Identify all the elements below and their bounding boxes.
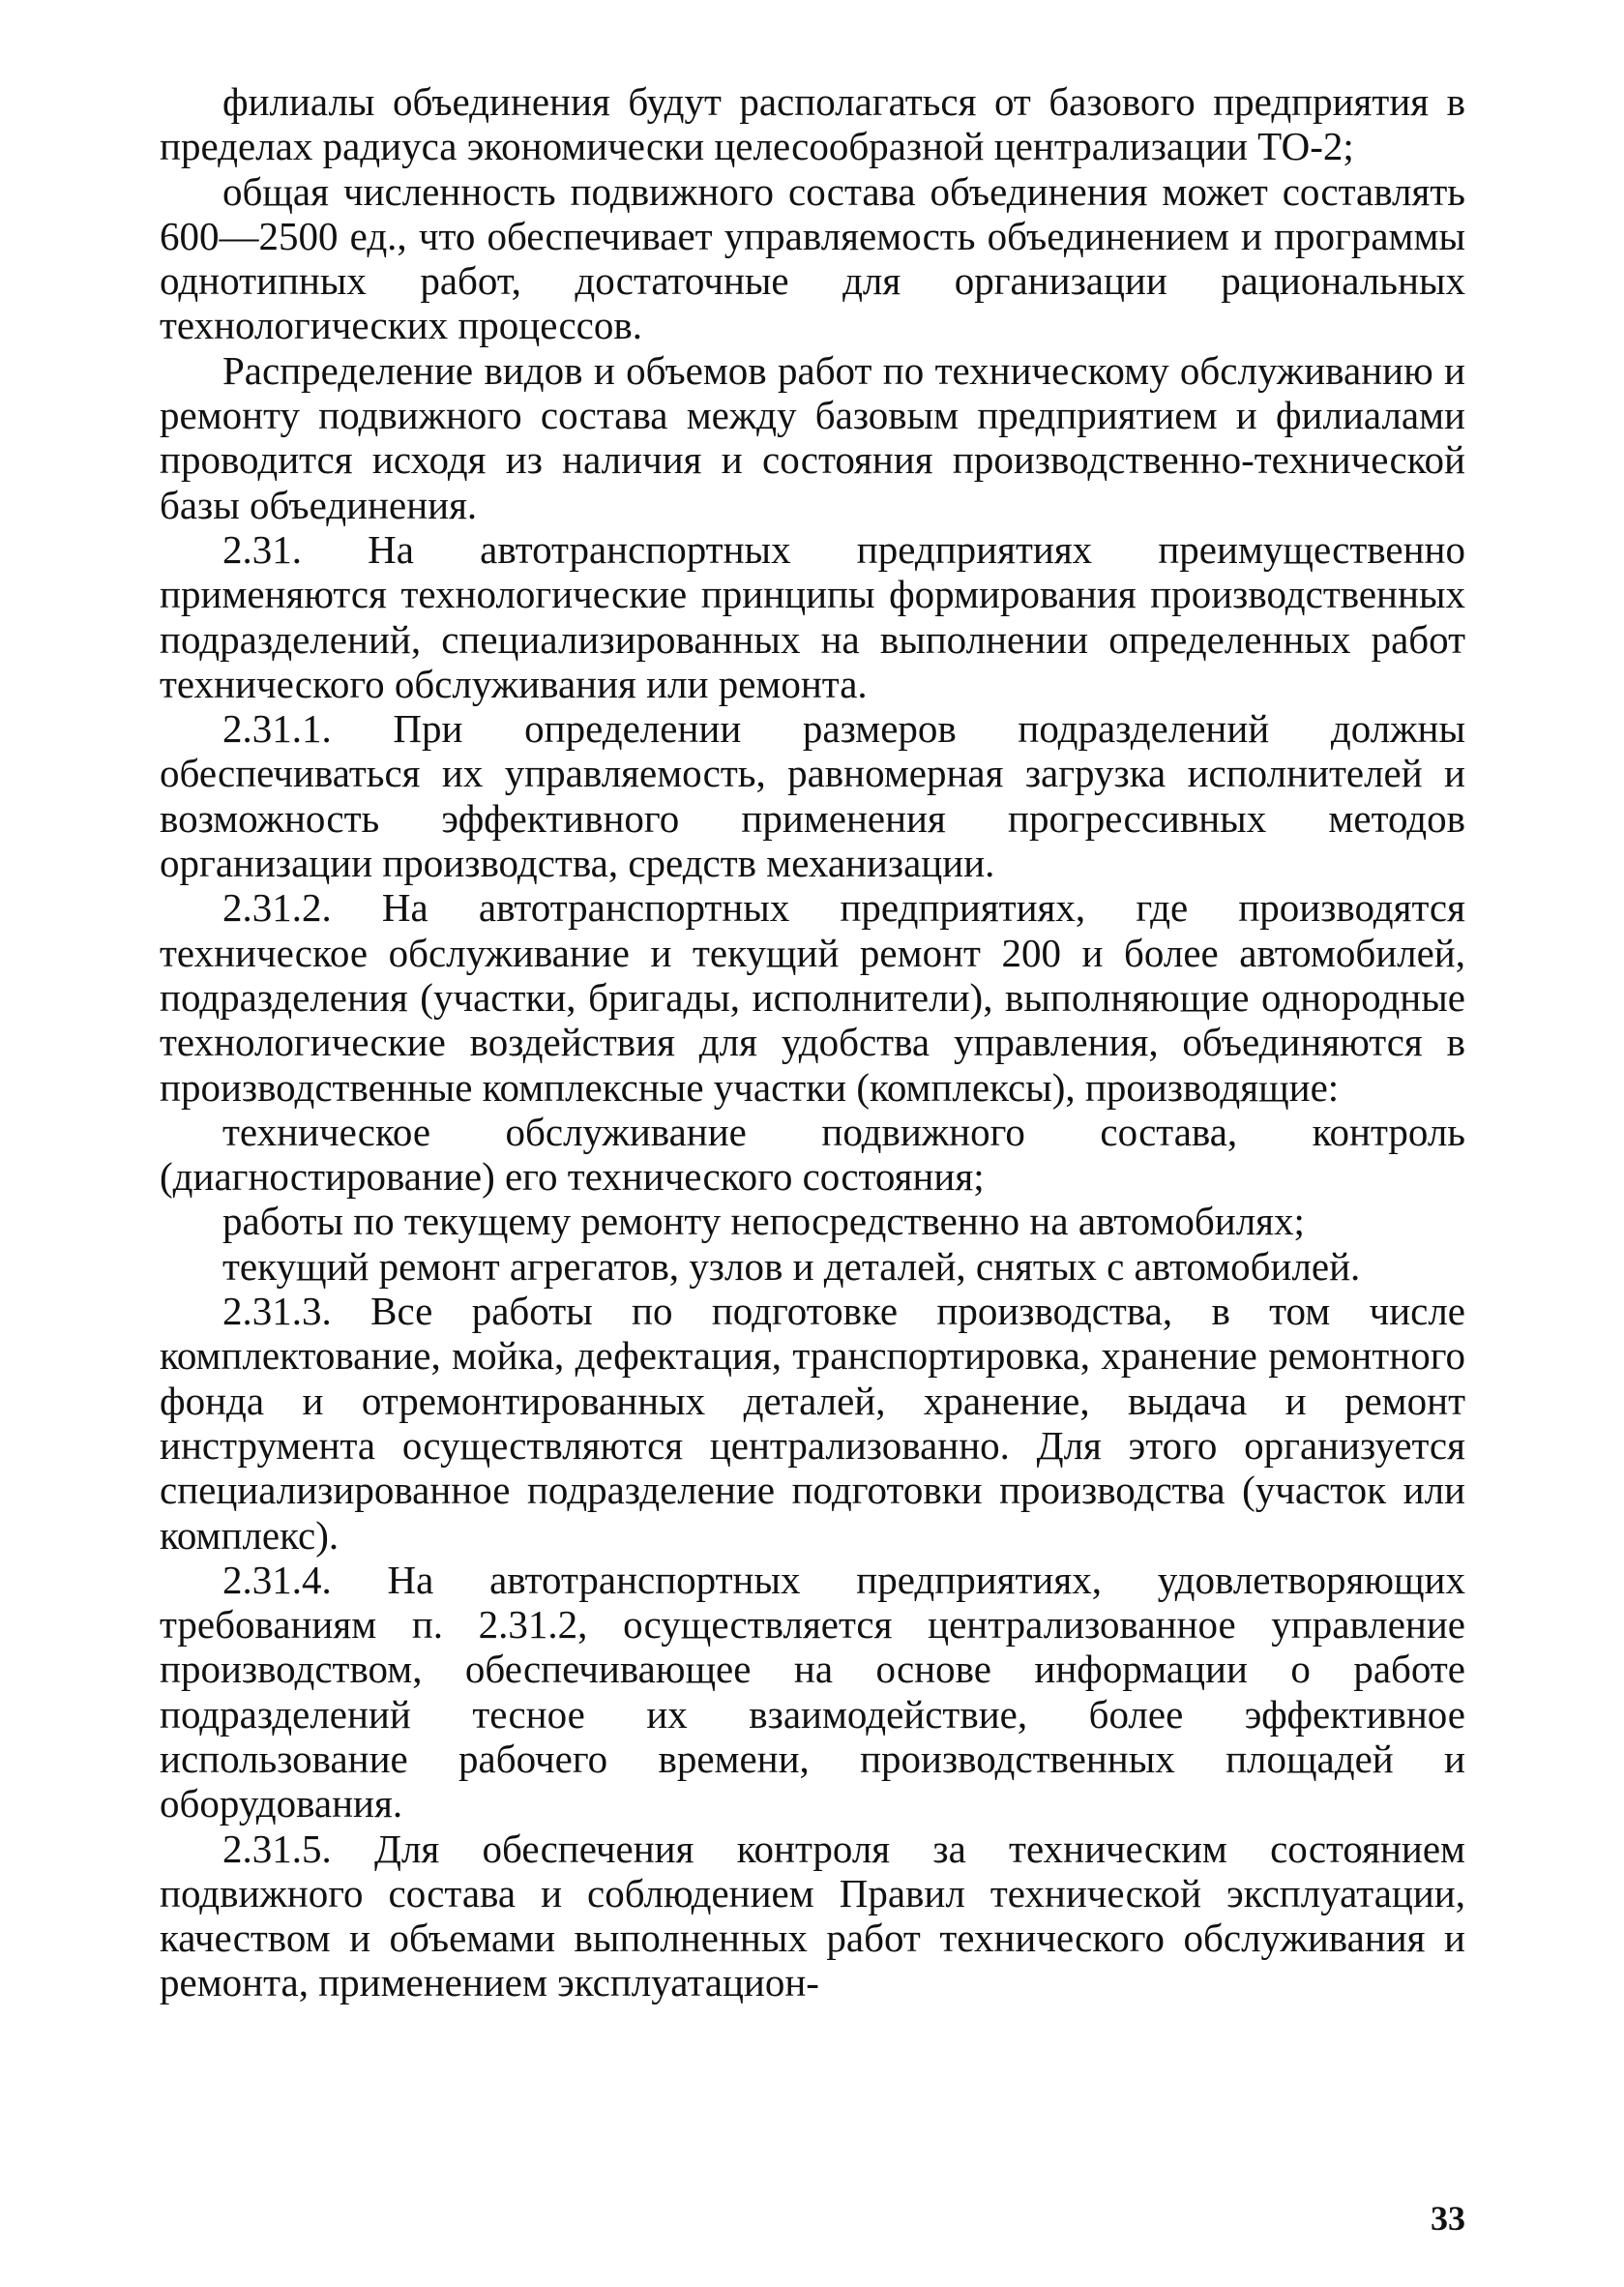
paragraph-2-31-3: 2.31.3. Все работы по подготовке производства, в том числе комплектование, мойка, дефектация, транспортировка, хранение ремонтного фонда и отремонтированных деталей, хранение, выдача и ремонт инструмента осуществляются централизованно. Для этого организуется специализированное подразделение подготовки производства (участок или комплекс). [160,1289,1465,1558]
paragraph-2-31-5: 2.31.5. Для обеспечения контроля за техническим состоянием подвижного состава и соблюдением Правил технической эксплуатации, качеством и объемами выполненных работ технического обслуживания и ремонта, применением эксплуатацион- [160,1826,1465,2005]
paragraph-2-31: 2.31. На автотранспортных предприятиях преимущественно применяются технологические принципы формирования производственных подразделений, специализированных на выполнении определенных работ технического обслуживания или ремонта. [160,526,1465,706]
list-item-repair-on-vehicles: работы по текущему ремонту непосредственно на автомобилях; [222,1199,1305,1244]
paragraph-work-distribution: Распределение видов и объемов работ по техническому обслуживанию и ремонту подвижного состава между базовым предприятием и филиалами проводится исходя из наличия и состояния производственно-технической базы объединения. [160,347,1465,527]
paragraph-2-31-2: 2.31.2. На автотранспортных предприятиях, где производятся техническое обслуживание и текущий ремонт 200 и более автомобилей, подразделения (участки, бригады, исполнители), выполняющие однородные технологические воздействия для удобства управления, объединяются в производственные комплексные участки (комплексы), производящие: [160,885,1465,1110]
list-item-maintenance: техническое обслуживание подвижного состава, контроль (диагностирование) его технического состояния; [160,1109,1465,1200]
list-item-unit-repair: текущий ремонт агрегатов, узлов и деталей, снятых с автомобилей. [222,1243,1361,1289]
page-number: 33 [1431,2199,1465,2238]
paragraph-2-31-1: 2.31.1. При определении размеров подразделений должны обеспечиваться их управляемость, равномерная загрузка исполнителей и возможность эффективного применения прогрессивных методов организации производства, средств механизации. [160,706,1465,886]
paragraph-fleet-size: общая численность подвижного состава объединения может составлять 600—2500 ед., что обеспечивает управляемость объединением и программы однотипных работ, достаточные для организации рациональных технологических процессов. [160,168,1465,348]
paragraph-branches: филиалы объединения будут располагаться от базового предприятия в пределах радиуса экономически целесообразной централизации ТО-2; [160,79,1465,169]
paragraph-2-31-4: 2.31.4. На автотранспортных предприятиях, удовлетворяющих требованиям п. 2.31.2, осуществляется централизованное управление производством, обеспечивающее на основе информации о работе подразделений тесное их взаимодействие, более эффективное использование рабочего времени, производственных площадей и оборудования. [160,1557,1465,1827]
document-page [160,79,1465,2256]
